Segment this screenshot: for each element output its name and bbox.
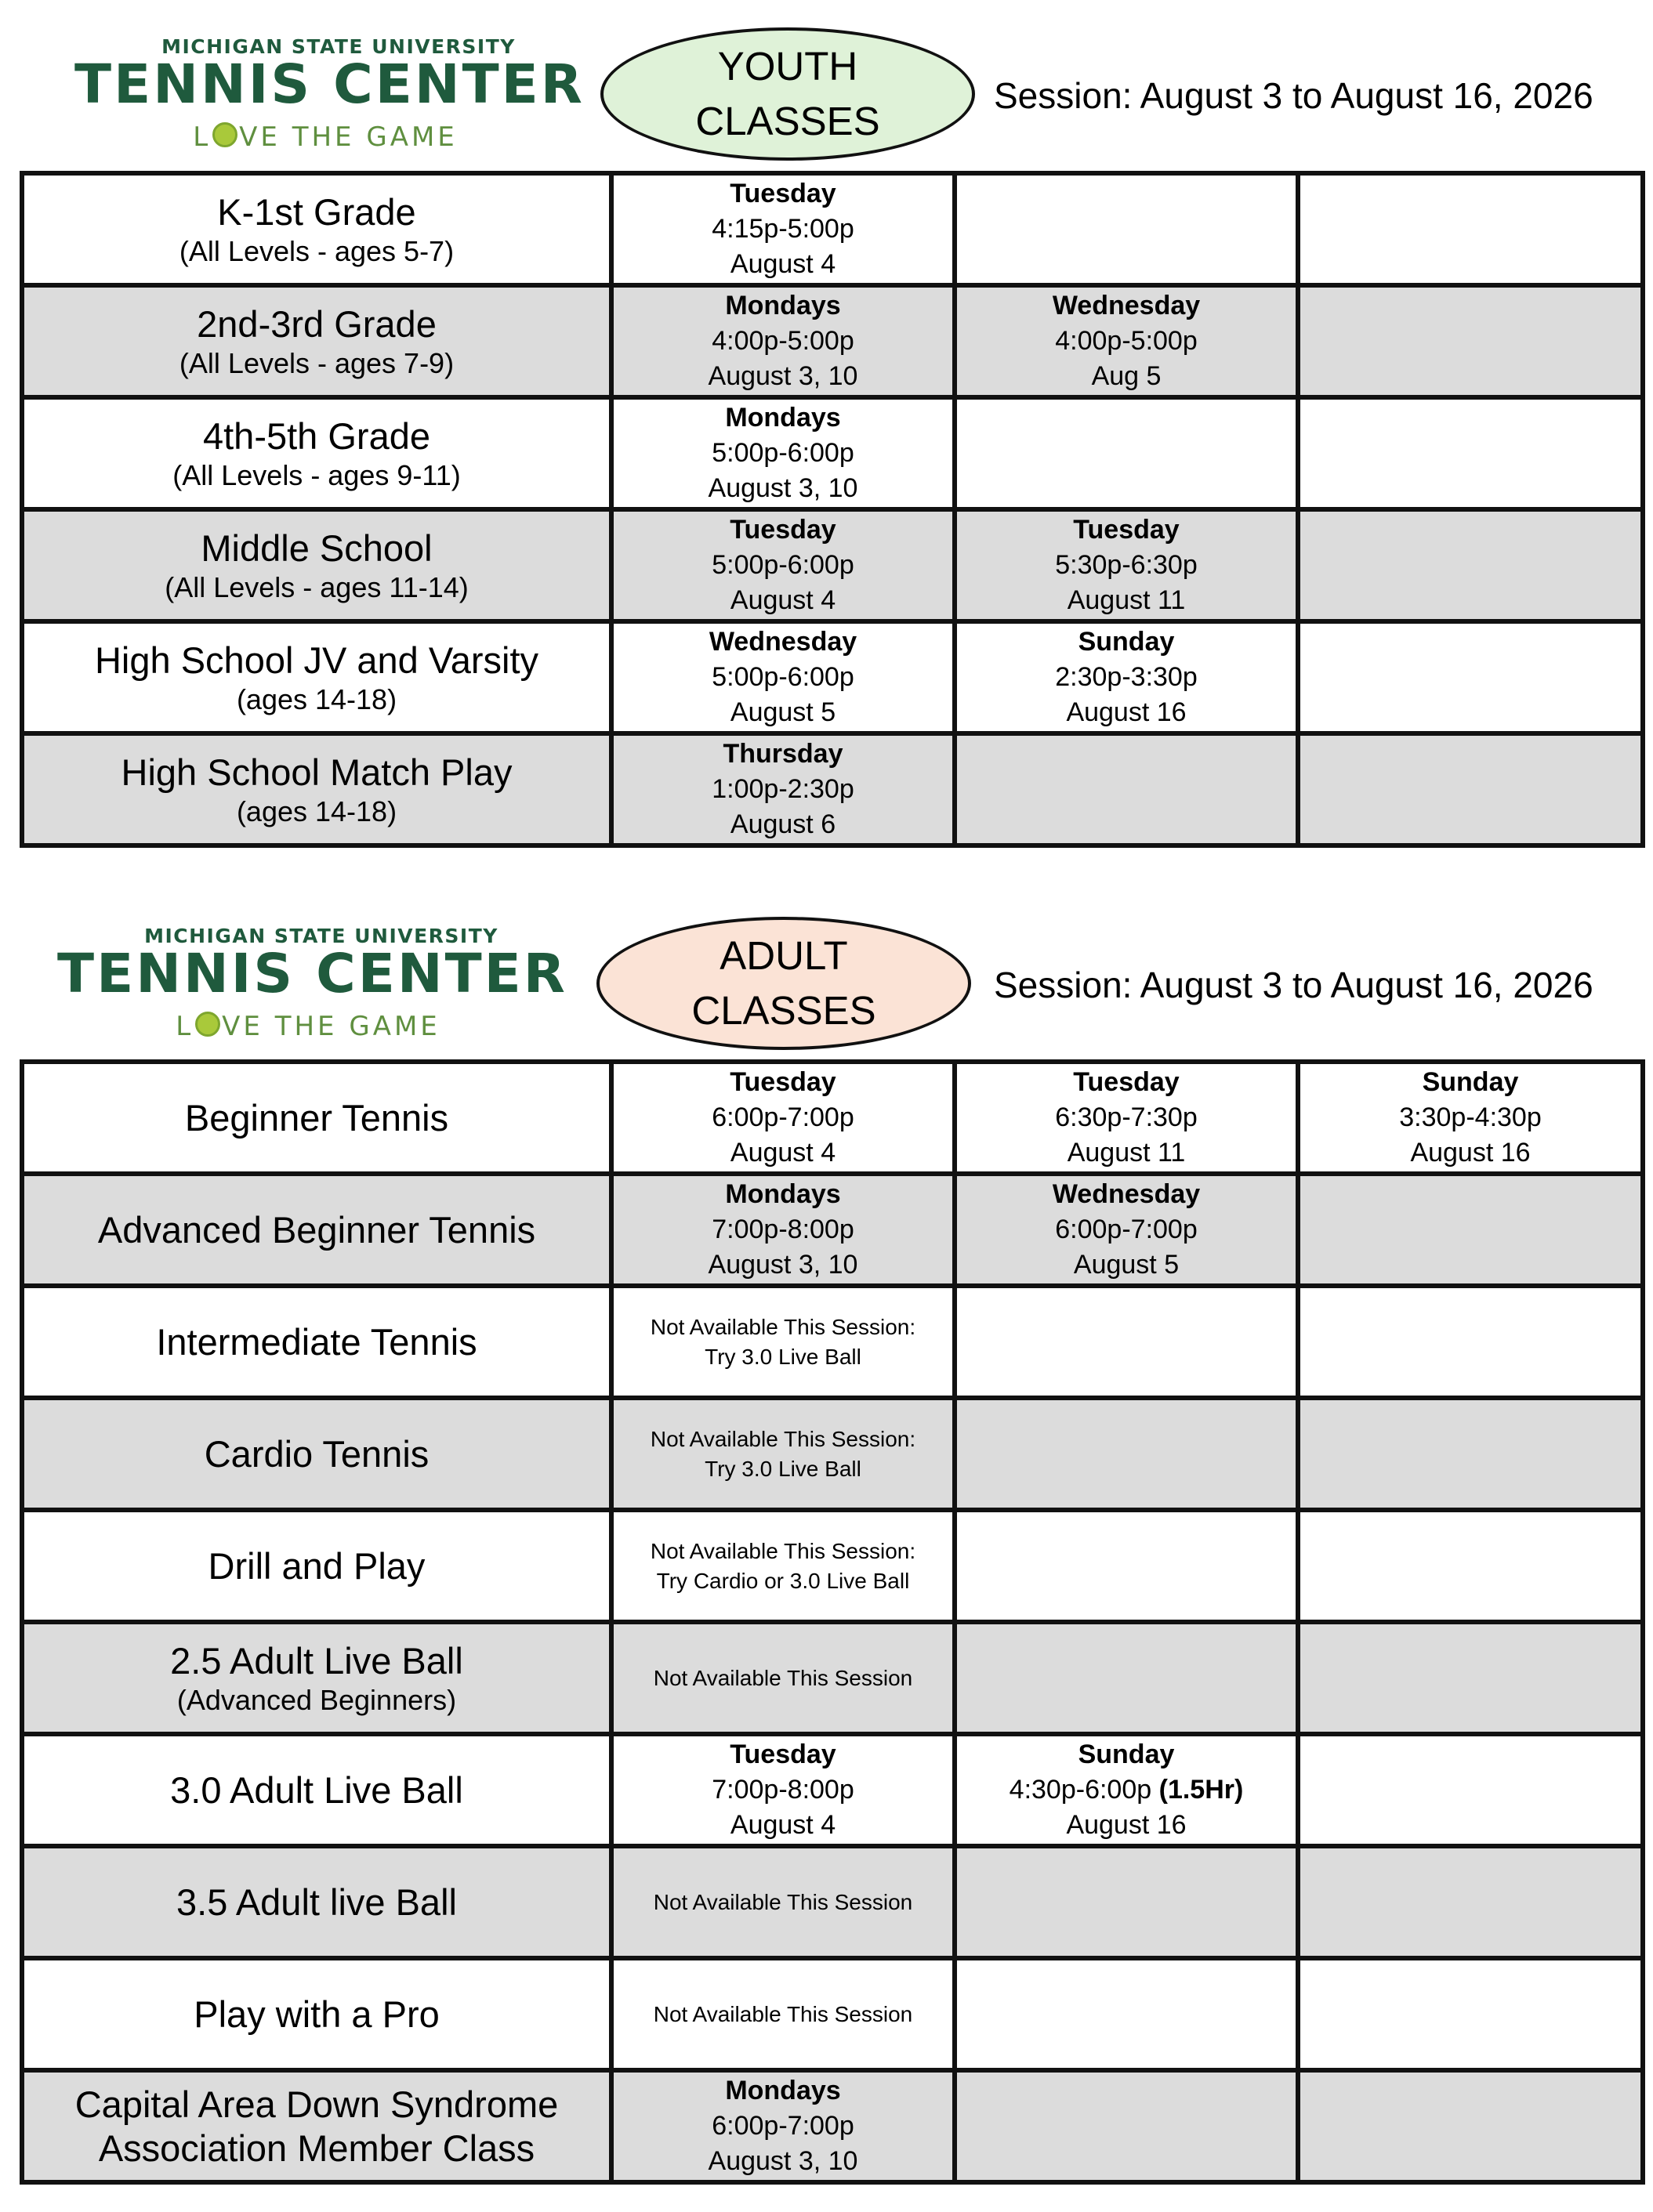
time-slot-cell [611,397,955,509]
slot-day: Mondays [725,403,841,433]
class-name-cell [22,733,611,845]
slot-date: August 3, 10 [708,361,858,391]
slot-time [1300,1100,1640,1135]
time-slot-cell [611,1734,955,1846]
class-name-cell [22,1622,611,1734]
class-name-cell [22,1510,611,1622]
slot-time-range: 3:30p-4:30p [1399,1102,1542,1132]
slot-time [614,772,952,807]
slot-date: August 5 [1073,1250,1180,1280]
time-slot-cell [955,1062,1298,1174]
class-ages: (ages 14-18) [236,682,397,715]
table-row [22,1174,1643,1286]
class-name: Middle School [201,527,433,569]
slot-day: Tuesday [730,1067,836,1097]
slot-day: Tuesday [730,515,836,545]
class-name: High School Match Play [121,751,513,793]
class-name-cell [22,2070,611,2182]
slot-date: August 4 [730,585,836,615]
slot-time-range: 6:00p-7:00p [712,1102,854,1132]
time-slot-cell [1298,285,1643,397]
youth-header [0,35,1653,192]
availability-suggestion: Try Cardio or 3.0 Live Ball [656,1568,910,1593]
class-ages: (ages 14-18) [236,795,397,827]
class-name: 2nd-3rd Grade [197,302,437,345]
slot-date: August 11 [1067,585,1186,615]
time-slot-cell [1298,1398,1643,1510]
slot-time [614,548,952,583]
class-name-cell [22,1958,611,2070]
slot-date: August 3, 10 [708,2146,858,2176]
class-name: Play with a Pro [194,1993,440,2035]
slot-time-range: 4:15p-5:00p [712,214,854,244]
slot-time [614,324,952,359]
time-slot-cell [611,1174,955,1286]
class-name-cell [22,1734,611,1846]
time-slot-cell [955,2070,1298,2182]
logo-university: MICHIGAN STATE UNIVERSITY [161,35,516,58]
slot-date: August 16 [1066,697,1187,727]
time-slot-cell [1298,733,1643,845]
class-ages: (All Levels - ages 11-14) [165,570,469,603]
time-slot-cell [955,1846,1298,1958]
slot-date: August 4 [730,1810,836,1840]
adult-session-dates: Session: August 3 to August 16, 2026 [994,965,1593,1005]
table-row [22,733,1643,845]
slot-date: August 3, 10 [708,1250,858,1280]
time-slot-cell [955,1510,1298,1622]
slot-time [957,324,1296,359]
time-slot-cell [955,397,1298,509]
class-name-cell [22,173,611,285]
table-row [22,1846,1643,1958]
slot-day: Tuesday [1073,1067,1180,1097]
slot-date: August 4 [730,249,836,279]
class-name: 4th-5th Grade [202,415,430,457]
slot-day: Wednesday [709,627,857,657]
slot-time-range: 5:00p-6:00p [712,662,854,692]
time-slot-cell [611,1510,955,1622]
slot-time-range: 6:00p-7:00p [1055,1215,1198,1244]
slot-date: August 3, 10 [708,473,858,503]
time-slot-cell [955,1286,1298,1398]
class-name: K-1st Grade [217,190,416,233]
time-slot-cell [611,1062,955,1174]
time-slot-cell [611,733,955,845]
time-slot-cell [611,1958,955,2070]
slot-date: August 4 [730,1138,836,1168]
slot-time-range: 5:00p-6:00p [712,550,854,580]
slot-time [957,1212,1296,1247]
availability-note: Not Available This Session [653,1665,913,1690]
class-ages: (All Levels - ages 9-11) [172,458,461,491]
logo-tagline: L VE THE GAME [176,1011,440,1042]
slot-day: Sunday [1422,1067,1519,1097]
availability-note: Not Available This Session [653,1889,913,1914]
class-name: Drill and Play [208,1544,426,1587]
slot-time-range: 5:30p-6:30p [1055,550,1198,580]
adult-schedule-table [20,1059,1645,2185]
tennis-ball-icon [212,122,237,147]
class-name: 3.5 Adult live Ball [176,1881,457,1923]
time-slot-cell [955,285,1298,397]
slot-day: Mondays [725,2076,841,2105]
slot-day: Tuesday [1073,515,1180,545]
time-slot-cell [611,509,955,621]
slot-time [614,1212,952,1247]
time-slot-cell [611,173,955,285]
time-slot-cell [1298,2070,1643,2182]
table-row [22,1398,1643,1510]
slot-time-range: 6:00p-7:00p [712,2111,854,2141]
slot-time [957,1772,1296,1808]
youth-session-dates: Session: August 3 to August 16, 2026 [994,75,1593,116]
time-slot-cell [611,1622,955,1734]
slot-date: Aug 5 [1091,361,1162,391]
class-ages: (Advanced Beginners) [176,1683,457,1716]
class-ages: (All Levels - ages 5-7) [179,234,455,267]
class-name-cell [22,1846,611,1958]
time-slot-cell [955,1622,1298,1734]
slot-date: August 16 [1410,1138,1531,1168]
table-row [22,621,1643,733]
slot-time-range: 4:00p-5:00p [712,326,854,356]
slot-time [957,660,1296,695]
slot-duration: (1.5Hr) [1158,1775,1244,1805]
slot-day: Sunday [1078,627,1175,657]
class-name-line2: Association Member Class [98,2127,535,2169]
slot-day: Mondays [725,291,841,320]
time-slot-cell [611,621,955,733]
slot-time [614,2109,952,2144]
availability-suggestion: Try 3.0 Live Ball [705,1456,861,1481]
class-name-cell [22,397,611,509]
class-ages: (All Levels - ages 7-9) [179,346,455,379]
table-row [22,509,1643,621]
slot-date: August 11 [1067,1138,1186,1168]
time-slot-cell [955,173,1298,285]
slot-time-range: 4:30p-6:00p [1009,1775,1152,1805]
slot-time-range: 4:00p-5:00p [1055,326,1198,356]
slot-day: Thursday [723,739,843,769]
table-row [22,173,1643,285]
time-slot-cell [1298,1286,1643,1398]
time-slot-cell [1298,621,1643,733]
time-slot-cell [1298,509,1643,621]
table-row [22,1734,1643,1846]
class-name-cell [22,621,611,733]
table-row [22,1622,1643,1734]
availability-note: Not Available This Session: [650,1538,916,1563]
availability-note: Not Available This Session: [650,1314,916,1339]
adult-classes-badge: ADULT CLASSES [596,917,971,1050]
time-slot-cell [1298,1846,1643,1958]
tennis-ball-icon [195,1012,220,1037]
time-slot-cell [1298,1622,1643,1734]
table-row [22,2070,1643,2182]
time-slot-cell [611,1286,955,1398]
class-name-cell [22,1174,611,1286]
class-name-cell [22,1398,611,1510]
class-name: Cardio Tennis [204,1432,430,1475]
time-slot-cell [611,285,955,397]
slot-day: Sunday [1078,1740,1175,1769]
time-slot-cell [611,1846,955,1958]
time-slot-cell [611,2070,955,2182]
class-name-cell [22,1286,611,1398]
logo-university: MICHIGAN STATE UNIVERSITY [144,925,498,947]
slot-time-range: 7:00p-8:00p [712,1775,854,1805]
time-slot-cell [955,1398,1298,1510]
time-slot-cell [1298,1958,1643,2070]
class-name-cell [22,509,611,621]
slot-time [614,436,952,471]
time-slot-cell [955,621,1298,733]
table-row [22,1958,1643,2070]
time-slot-cell [955,1174,1298,1286]
table-row [22,1510,1643,1622]
availability-note: Not Available This Session: [650,1426,916,1451]
class-name: 3.0 Adult Live Ball [170,1769,463,1811]
class-name: Intermediate Tennis [156,1320,477,1363]
time-slot-cell [955,509,1298,621]
class-name: Capital Area Down Syndrome [74,2083,559,2125]
logo-title: TENNIS CENTER [57,943,567,1005]
slot-date: August 16 [1066,1810,1187,1840]
time-slot-cell [1298,1734,1643,1846]
time-slot-cell [611,1398,955,1510]
slot-date: August 6 [730,809,836,839]
youth-classes-badge: YOUTH CLASSES [600,27,975,161]
time-slot-cell [955,1958,1298,2070]
time-slot-cell [1298,397,1643,509]
logo-tagline: L VE THE GAME [193,121,458,153]
logo-title: TENNIS CENTER [74,53,585,116]
adult-header [0,925,1653,1081]
availability-suggestion: Try 3.0 Live Ball [705,1344,861,1369]
table-row [22,397,1643,509]
table-row [22,1062,1643,1174]
time-slot-cell [1298,1062,1643,1174]
slot-time [957,1100,1296,1135]
slot-time-range: 1:00p-2:30p [712,774,854,804]
time-slot-cell [1298,1174,1643,1286]
slot-time [614,212,952,247]
youth-schedule-table [20,171,1645,848]
class-name-cell [22,1062,611,1174]
slot-time-range: 5:00p-6:00p [712,438,854,468]
table-row [22,1286,1643,1398]
time-slot-cell [1298,1510,1643,1622]
slot-time-range: 6:30p-7:30p [1055,1102,1198,1132]
slot-day: Wednesday [1052,291,1201,320]
class-name: Advanced Beginner Tennis [97,1208,536,1251]
time-slot-cell [955,733,1298,845]
time-slot-cell [955,1734,1298,1846]
class-name: 2.5 Adult Live Ball [170,1639,463,1682]
slot-time [614,660,952,695]
class-name-cell [22,285,611,397]
slot-day: Mondays [725,1179,841,1209]
slot-time [614,1100,952,1135]
time-slot-cell [1298,173,1643,285]
table-row [22,285,1643,397]
availability-note: Not Available This Session [653,2001,913,2026]
slot-date: August 5 [730,697,836,727]
slot-time-range: 2:30p-3:30p [1055,662,1198,692]
class-name: Beginner Tennis [184,1096,449,1139]
slot-day: Tuesday [730,1740,836,1769]
slot-time [614,1772,952,1808]
slot-day: Tuesday [730,179,836,208]
slot-time-range: 7:00p-8:00p [712,1215,854,1244]
slot-day: Wednesday [1052,1179,1201,1209]
class-name: High School JV and Varsity [94,639,539,681]
slot-time [957,548,1296,583]
